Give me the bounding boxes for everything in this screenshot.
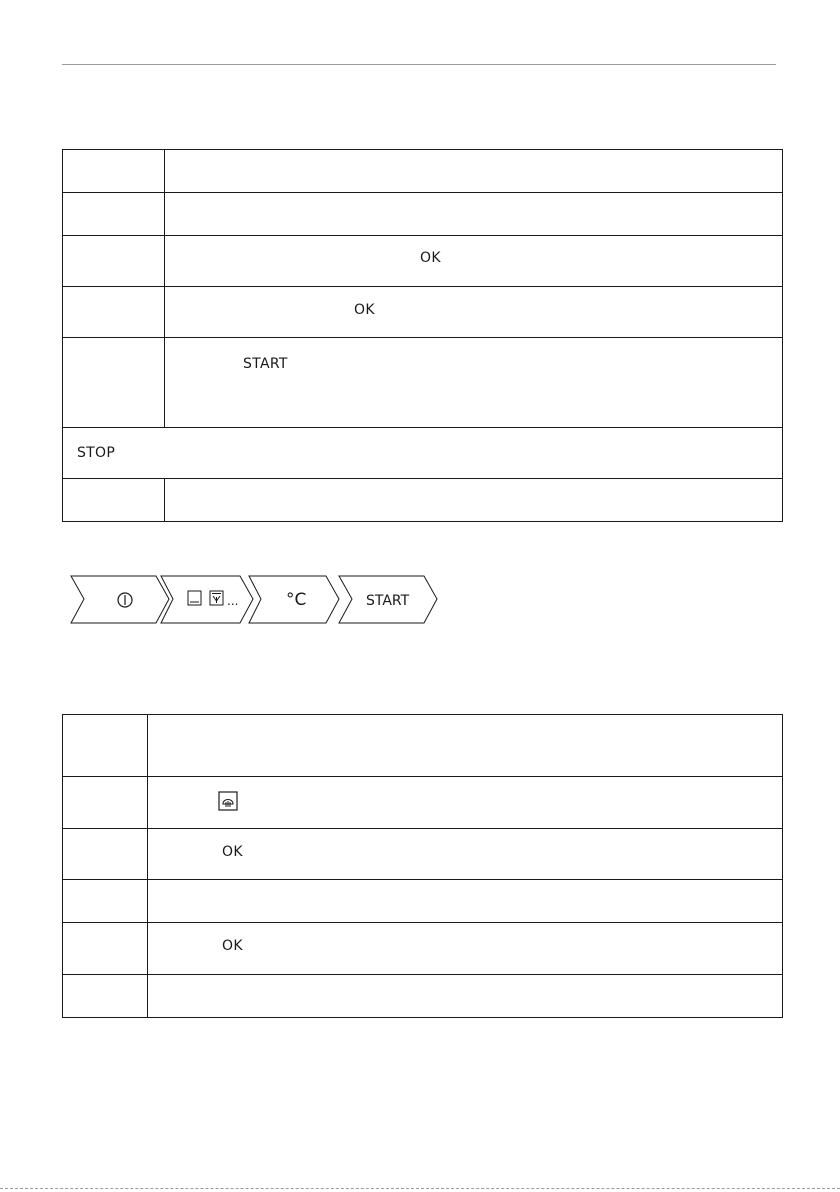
- instruction-cell: [148, 829, 783, 880]
- step-cell: [63, 193, 165, 236]
- step-cell: [63, 715, 148, 777]
- instruction-cell: [148, 715, 783, 777]
- ok-key-label: OK: [222, 844, 243, 860]
- table-row: [63, 287, 783, 338]
- instruction-cell: [165, 236, 783, 287]
- step-cell: [63, 150, 165, 193]
- full-width-cell: [63, 428, 783, 479]
- instruction-cell: [148, 975, 783, 1018]
- table-row: [63, 428, 783, 479]
- step-cell: [63, 975, 148, 1018]
- instruction-cell: [148, 923, 783, 975]
- table-row: [63, 880, 783, 923]
- instruction-cell: [148, 880, 783, 923]
- step-cell: [63, 880, 148, 923]
- ok-key-label: OK: [222, 938, 243, 954]
- steps-table-2: [62, 714, 783, 1018]
- table-row: [63, 479, 783, 522]
- step-cell: [63, 236, 165, 287]
- temperature-icon: °C: [286, 590, 307, 610]
- table-row: [63, 923, 783, 975]
- more-functions-label: ...: [227, 594, 239, 608]
- table-row: [63, 338, 783, 428]
- start-key-label: START: [243, 356, 288, 372]
- flow-step-function: [161, 576, 253, 623]
- instruction-cell: [165, 193, 783, 236]
- step-cell: [63, 287, 165, 338]
- start-label: START: [366, 593, 410, 609]
- step-cell: [63, 829, 148, 880]
- step-cell: [63, 338, 165, 428]
- step-cell: [63, 777, 148, 829]
- operation-flow-diagram: [70, 574, 438, 626]
- header-rule: [62, 64, 776, 65]
- steam-function-icon: [218, 791, 238, 811]
- table-row: [63, 777, 783, 829]
- table-row: [63, 829, 783, 880]
- instruction-cell: [165, 150, 783, 193]
- table-row: [63, 715, 783, 777]
- step-cell: [63, 923, 148, 975]
- table-row: [63, 193, 783, 236]
- table-row: [63, 150, 783, 193]
- steps-table-1: [62, 149, 783, 522]
- instruction-cell: [165, 338, 783, 428]
- instruction-cell: [148, 777, 783, 829]
- flow-step-power: [71, 576, 169, 623]
- step-cell: [63, 479, 165, 522]
- stop-key-label: STOP: [77, 445, 116, 461]
- ok-key-label: OK: [420, 250, 441, 266]
- table-row: [63, 236, 783, 287]
- instruction-cell: [165, 479, 783, 522]
- footer-rule: [0, 1188, 840, 1189]
- instruction-cell: [165, 287, 783, 338]
- table-row: [63, 975, 783, 1018]
- ok-key-label: OK: [354, 302, 375, 318]
